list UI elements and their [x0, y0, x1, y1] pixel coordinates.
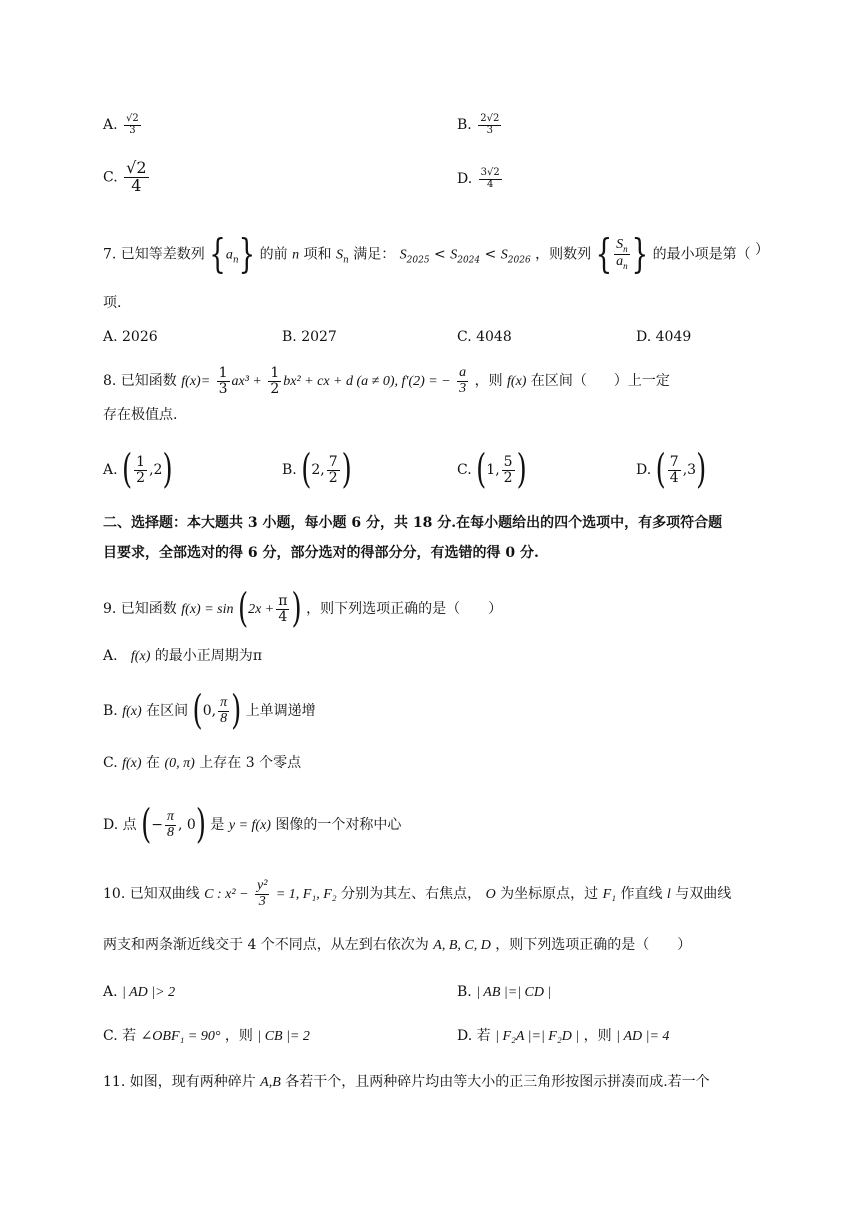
q7-stem: 7. 已知等差数列 $\{a_n\}$ 的前 n 项和 $S_n$ 满足： $S_{2025} < S_{2024} < S_{2026}$ ，则数列 { $\frac{S_n}{a_n}$ } 的最小项是第（ — [103, 231, 751, 278]
q8-line2: 存在极值点. — [103, 407, 178, 423]
q7-option-d: D. 4049 — [636, 329, 692, 345]
q8-option-c: C. (1, $\frac{5}{2}$ ) — [457, 446, 527, 494]
q9-option-a: A. f(x) 的最小正周期为π — [103, 648, 263, 664]
q8-option-b: B. (2, $\frac{7}{2}$ ) — [282, 446, 352, 494]
q10-option-d: D. 若 | F₂A |=| F₂D | ，则 | AD |= 4 — [457, 1028, 670, 1044]
q9-option-c: C. f(x) 在 (0, π) 上存在 3 个零点 — [103, 755, 302, 771]
q9-option-b: B. f(x) 在区间 (0, $\frac{\pi}{8}$ ) 上单调递增 — [103, 687, 316, 735]
q8-stem: 8. 已知函数 f(x)= $\frac{1}{3}$ ax³ + $\frac{1}{2}$ bx² + cx + d (a ≠ 0), f′(2) = − $\frac{a}{3}$ ，则 f(x) 在区间（ ）上一定 — [103, 365, 670, 397]
q8-option-a: A. ( $\frac{1}{2}$ ,2) — [103, 446, 173, 494]
q7-option-a: A. 2026 — [103, 329, 158, 345]
q9-stem: 9. 已知函数 f(x) = sin (2x + $\frac{\pi}{4}$ ) ，则下列选项正确的是（ ） — [103, 585, 503, 633]
q10-option-c: C. 若 ∠OBF₁ = 90° ，则 | CB |= 2 — [103, 1028, 310, 1044]
q6-option-a: A. $\frac{√2}{3}$ — [103, 113, 139, 136]
q11-stem: 11. 如图，现有两种碎片 A,B 各若干个，且两种碎片均由等大小的正三角形按图示拼凑而成.若一个 — [103, 1074, 710, 1090]
q6-option-b: B. $\frac{2√2}{3}$ — [457, 113, 500, 136]
q7-option-b: B. 2027 — [282, 329, 337, 345]
q7-tail: 项. — [103, 295, 122, 311]
section2-line1: 二、选择题：本大题共 3 小题，每小题 6 分，共 18 分.在每小题给出的四个选项中，有多项符合题 — [103, 515, 723, 531]
q9-option-d: D. 点 (− $\frac{\pi}{8}$ , 0) 是 y = f(x) 图像的一个对称中心 — [103, 801, 402, 849]
q7-option-c: C. 4048 — [457, 329, 512, 345]
q10-stem: 10. 已知双曲线 C : x² − $\frac{\text{y²}}{3}$ = 1, F₁, F₂ 分别为其左、右焦点， O 为坐标原点，过 F₁ 作直线 l 与双曲线 — [103, 878, 732, 909]
q6-option-c: C. $\frac{√2}{4}$ — [103, 158, 147, 195]
q10-line2: 两支和两条渐近线交于 4 个不同点，从左到右依次为 A, B, C, D ，则下列选项正确的是（ ） — [103, 937, 692, 953]
q7-paren-close: ） — [755, 242, 769, 258]
q8-option-d: D. ( $\frac{7}{4}$ ,3) — [636, 446, 707, 494]
q10-option-a: A. | AD |> 2 — [103, 984, 176, 1000]
q10-option-b: B. | AB |=| CD | — [457, 984, 552, 1000]
q6-option-d: D. $\frac{3√2}{4}$ — [457, 167, 500, 190]
section2-line2: 目要求，全部选对的得 6 分，部分选对的得部分分，有选错的得 0 分. — [103, 545, 539, 561]
